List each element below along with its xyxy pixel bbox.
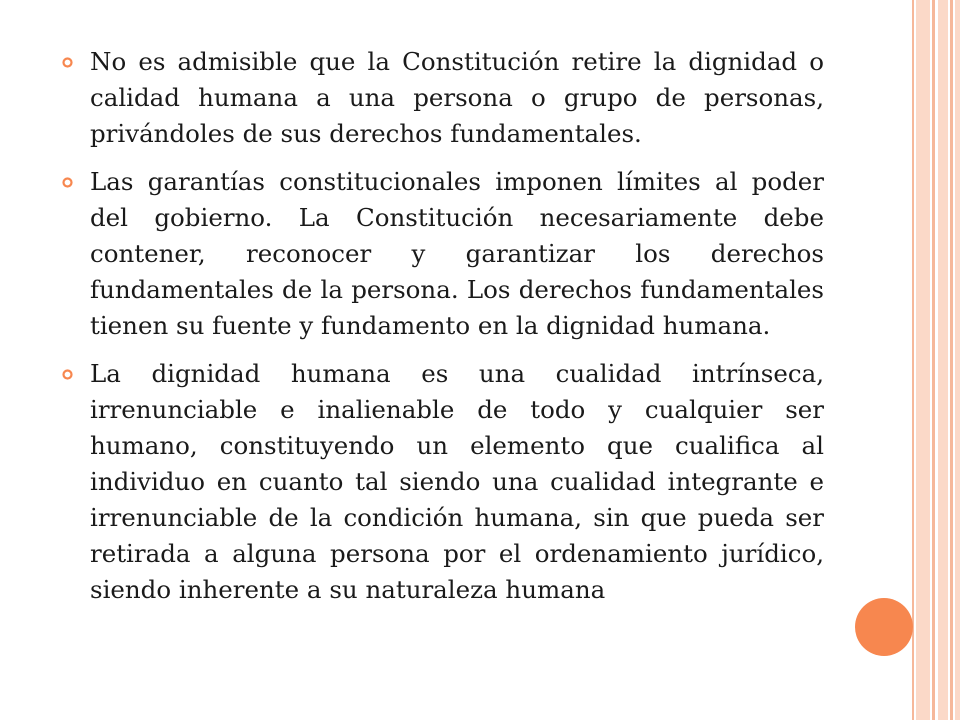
decorative-side-stripes xyxy=(912,0,960,720)
orange-circle-icon xyxy=(855,598,913,656)
ring-bullet-icon xyxy=(62,57,73,68)
slide-body xyxy=(62,44,824,620)
stripe-1 xyxy=(912,0,914,720)
bullet-item xyxy=(62,164,824,344)
stripe-3 xyxy=(932,0,935,720)
bullet-text: La dignidad humana es una cualidad intrínseca, irrenunciable e inalienable de todo y cualquier ser humano, constituyendo un elemento que cualifica al individuo en cuanto tal siendo una cualidad integrante e irrenunciable de la condición humana, sin que pueda ser retirada a alguna persona por el ordenamiento jurídico, siendo inherente a su naturaleza humana xyxy=(90,359,824,604)
stripe-4 xyxy=(938,0,948,720)
ring-bullet-icon xyxy=(62,369,73,380)
bullet-item xyxy=(62,44,824,152)
bullet-text: No es admisible que la Constitución retire la dignidad o calidad humana a una persona o grupo de personas, privándoles de sus derechos fundamentales. xyxy=(90,47,824,148)
stripe-6 xyxy=(955,0,960,720)
stripe-2 xyxy=(916,0,930,720)
bullet-item xyxy=(62,356,824,608)
stripe-5 xyxy=(950,0,953,720)
ring-bullet-icon xyxy=(62,177,73,188)
bullet-text: Las garantías constitucionales imponen límites al poder del gobierno. La Constitución necesariamente debe contener, reconocer y garantizar los derechos fundamentales de la persona. Los derechos fundamentales tienen su fuente y fundamento en la dignidad humana. xyxy=(90,167,824,340)
